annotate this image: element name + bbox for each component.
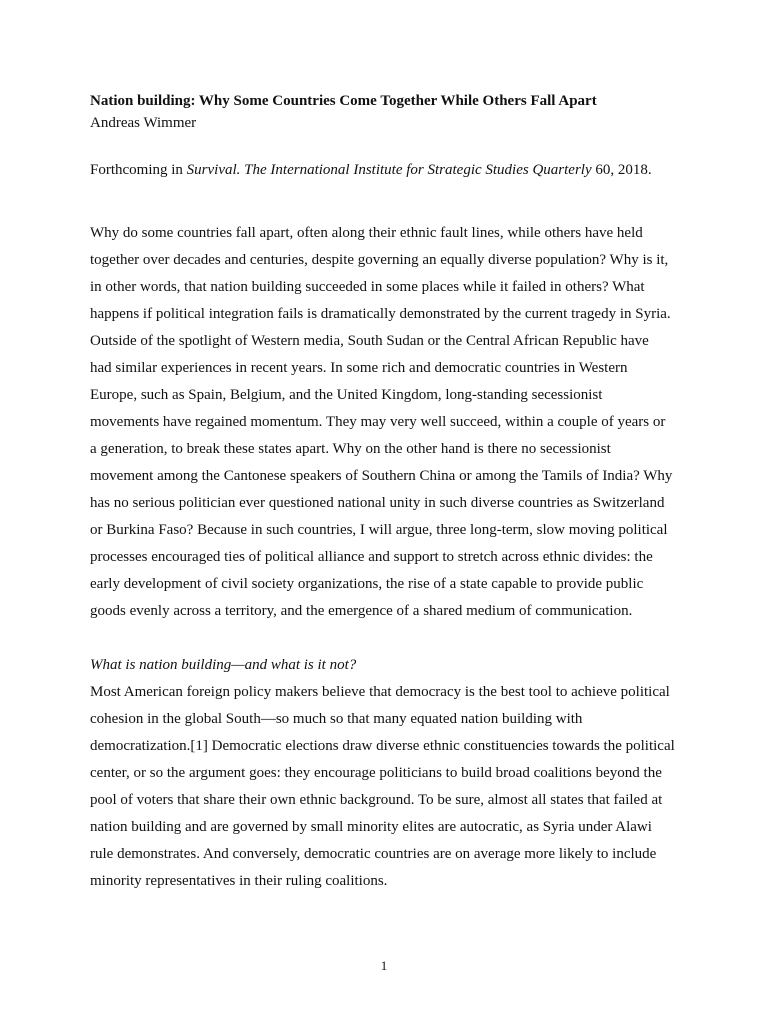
footnote-reference-line: democratization.[1] Democratic elections draw diverse ethnic constituencies towards the political — [90, 738, 675, 754]
citation-prefix: Forthcoming in — [90, 162, 187, 178]
document-title: Nation building: Why Some Countries Come Together While Others Fall Apart — [90, 93, 597, 109]
text-line: minority representatives in their ruling coalitions. — [90, 873, 388, 889]
text-line: Why do some countries fall apart, often along their ethnic fault lines, while others have held — [90, 225, 643, 241]
publication-citation — [90, 159, 690, 181]
text-line: Outside of the spotlight of Western media, South Sudan or the Central African Republic have — [90, 333, 649, 349]
text-line: early development of civil society organizations, the rise of a state capable to provide public — [90, 576, 644, 592]
text-line: nation building and are governed by small minority elites are autocratic, as Syria under Alawi — [90, 819, 652, 835]
text-line: had similar experiences in recent years. In some rich and democratic countries in Western — [90, 360, 628, 376]
text-line: movements have regained momentum. They may very well succeed, within a couple of years or — [90, 414, 666, 430]
text-line: cohesion in the global South—so much so that many equated nation building with — [90, 711, 583, 727]
text-line: movement among the Cantonese speakers of Southern China or among the Tamils of India? Why — [90, 468, 673, 484]
text-line: together over decades and centuries, despite governing an equally diverse population? Why is it, — [90, 252, 669, 268]
text-line: or Burkina Faso? Because in such countries, I will argue, three long-term, slow moving political — [90, 522, 668, 538]
section-heading: What is nation building—and what is it not? — [90, 657, 357, 673]
citation-suffix: 60, 2018. — [591, 162, 652, 178]
text-line: Most American foreign policy makers believe that democracy is the best tool to achieve political — [90, 684, 670, 700]
text-line: center, or so the argument goes: they encourage politicians to build broad coalitions beyond the — [90, 765, 662, 781]
section-paragraph — [90, 679, 690, 895]
text-line — [90, 733, 690, 760]
text-line: has no serious politician ever questioned national unity in such diverse countries as Switzerland — [90, 495, 665, 511]
text-line: happens if political integration fails is dramatically demonstrated by the current tragedy in Syria. — [90, 306, 671, 322]
citation-journal: Survival. The International Institute for Strategic Studies Quarterly — [186, 162, 592, 178]
page-number: 1 — [380, 958, 388, 973]
text-line: processes encouraged ties of political alliance and support to stretch across ethnic divides: the — [90, 549, 653, 565]
text-line: goods evenly across a territory, and the emergence of a shared medium of communication. — [90, 603, 633, 619]
text-line: a generation, to break these states apart. Why on the other hand is there no secessionist — [90, 441, 611, 457]
document-author: Andreas Wimmer — [90, 115, 197, 131]
document-page — [90, 90, 690, 895]
text-line: pool of voters that share their own ethnic background. To be sure, almost all states that failed at — [90, 792, 663, 808]
text-line: in other words, that nation building succeeded in some places while it failed in others? What — [90, 279, 645, 295]
text-line: rule demonstrates. And conversely, democratic countries are on average more likely to include — [90, 846, 657, 862]
text-line: Europe, such as Spain, Belgium, and the United Kingdom, long-standing secessionist — [90, 387, 603, 403]
intro-paragraph — [90, 220, 690, 625]
